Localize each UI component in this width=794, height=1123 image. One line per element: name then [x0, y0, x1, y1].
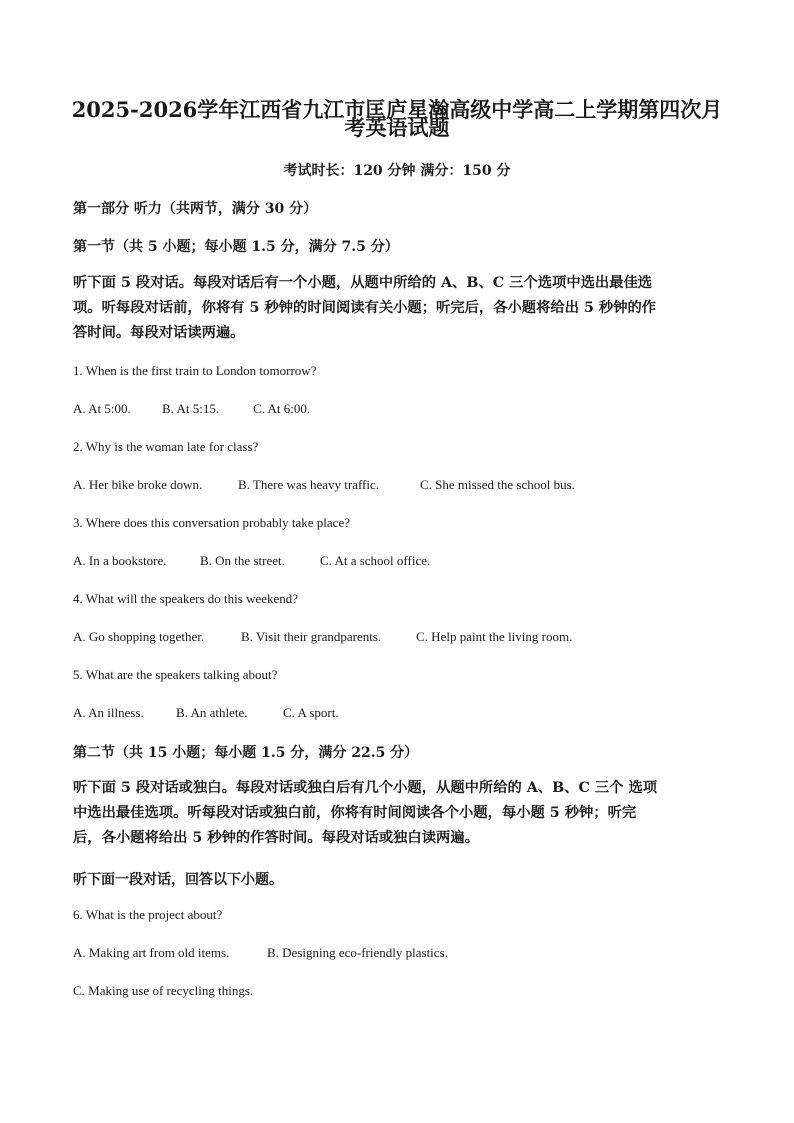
question-2-option-a: A. Her bike broke down. — [73, 477, 203, 492]
question-1-stem: 1. When is the first train to London tomorrow? — [73, 363, 317, 378]
question-4-option-c: C. Help paint the living room. — [416, 629, 573, 644]
question-6-stem: 6. What is the project about? — [73, 907, 223, 922]
section1-instructions — [73, 271, 721, 346]
question-4-option-b: B. Visit their grandparents. — [241, 629, 382, 644]
question-2-option-c: C. She missed the school bus. — [420, 477, 575, 492]
question-5-stem: 5. What are the speakers talking about? — [73, 667, 278, 682]
instruction-line: 听下面 5 段对话。每段对话后有一个小题，从题中所给的 A、B、C 三个选项中选出最佳选 — [73, 275, 653, 291]
question-2-stem: 2. Why is the woman late for class? — [73, 439, 259, 454]
dialogue-group-prompt: 听下面一段对话，回答以下小题。 — [73, 872, 283, 888]
question-3-option-b: B. On the street. — [200, 553, 285, 568]
instruction-line: 中选出最佳选项。听每段对话或独白前，你将有时间阅读各个小题，每小题 5 秒钟；听完 — [73, 805, 637, 821]
question-3-stem: 3. Where does this conversation probably take place? — [73, 515, 350, 530]
question-6-option-b: B. Designing eco-friendly plastics. — [267, 945, 448, 960]
instruction-line: 答时间。每段对话读两遍。 — [73, 325, 245, 341]
question-3-option-c: C. At a school office. — [320, 553, 431, 568]
instruction-line: 听下面 5 段对话或独白。每段对话或独白后有几个小题，从题中所给的 A、B、C 三个 选项 — [73, 780, 658, 796]
exam-title-line-2: 考英语试题 — [344, 115, 450, 140]
part1-heading: 第一部分 听力（共两节，满分 30 分） — [73, 201, 318, 217]
question-2-option-b: B. There was heavy traffic. — [238, 477, 380, 492]
question-4-option-a: A. Go shopping together. — [73, 629, 205, 644]
section2-heading: 第二节（共 15 小题；每小题 1.5 分，满分 22.5 分） — [73, 745, 419, 761]
question-6-option-c: C. Making use of recycling things. — [73, 983, 254, 998]
question-5-option-b: B. An athlete. — [176, 705, 248, 720]
question-5-option-c: C. A sport. — [283, 705, 339, 720]
question-1-option-b: B. At 5:15. — [162, 401, 220, 416]
section1-heading: 第一节（共 5 小题；每小题 1.5 分，满分 7.5 分） — [73, 239, 399, 255]
question-4-stem: 4. What will the speakers do this weekend? — [73, 591, 299, 606]
question-1-option-c: C. At 6:00. — [253, 401, 311, 416]
exam-title-line-1: 2025-2026学年江西省九江市匡庐星瀚高级中学高二上学期第四次月 — [71, 97, 723, 122]
instruction-line: 项。听每段对话前，你将有 5 秒钟的时间阅读有关小题；听完后，各小题将给出 5 秒钟的作 — [73, 300, 657, 316]
question-5-option-a: A. An illness. — [73, 705, 144, 720]
section2-instructions — [73, 776, 721, 851]
exam-duration-and-score: 考试时长：120 分钟 满分：150 分 — [283, 163, 511, 179]
question-1-option-a: A. At 5:00. — [73, 401, 131, 416]
question-3-option-a: A. In a bookstore. — [73, 553, 167, 568]
question-6-option-a: A. Making art from old items. — [73, 945, 230, 960]
instruction-line: 后，各小题将给出 5 秒钟的作答时间。每段对话或独白读两遍。 — [73, 830, 479, 846]
